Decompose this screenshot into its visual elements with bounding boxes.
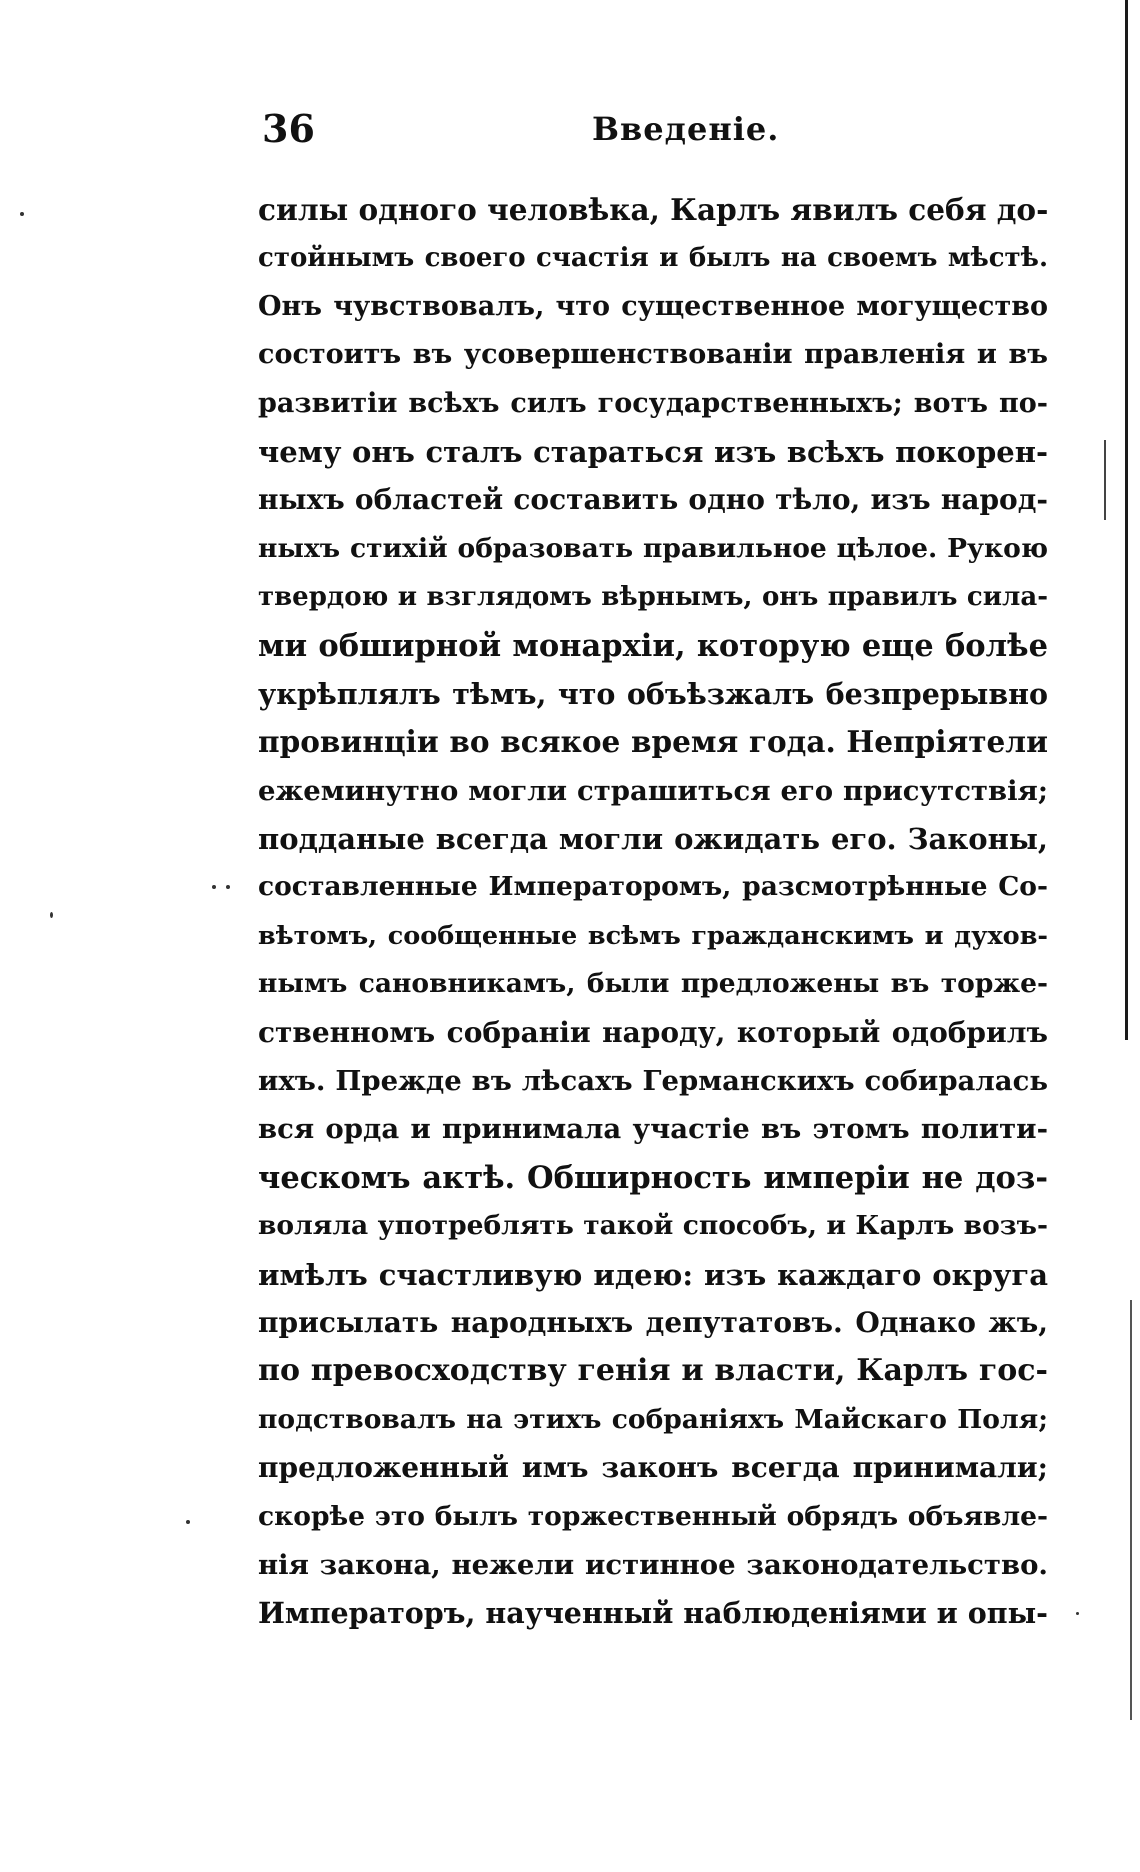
text-line: ныхъ областей составить одно тѣло, изъ народ-	[258, 483, 1048, 517]
text-line: укрѣплялъ тѣмъ, что объѣзжалъ безпрерывно	[258, 676, 1048, 711]
text-line: ческомъ актѣ. Обширность имперіи не доз-	[258, 1159, 1048, 1196]
ink-speck	[226, 885, 230, 889]
text-line: ежеминутно могли страшиться его присутствія;	[258, 774, 1048, 807]
text-line: подствовалъ на этихъ собраніяхъ Майскаго Поля;	[258, 1403, 1048, 1435]
page-edge-line	[1125, 0, 1128, 1040]
text-line: присылать народныхъ депутатовъ. Однако жъ,	[258, 1305, 1048, 1339]
text-line: составленные Императоромъ, разсмотрѣнные Со-	[258, 871, 1048, 903]
text-line: Онъ чувствовалъ, что существенное могущество	[258, 290, 1048, 322]
text-line: по превосходству генія и власти, Карлъ гос-	[258, 1353, 1048, 1389]
text-line: ми обширной монархіи, которую еще болѣе	[258, 627, 1048, 664]
text-line: чему онъ сталъ стараться изъ всѣхъ покорен-	[258, 434, 1048, 469]
text-line: Императоръ, наученный наблюденіями и опы-	[258, 1596, 1048, 1631]
text-line: имѣлъ счастливую идею: изъ каждаго округа	[258, 1257, 1048, 1292]
ink-speck	[20, 212, 24, 216]
text-line: скорѣе это былъ торжественный обрядъ объявле-	[258, 1500, 1048, 1532]
text-line: вѣтомъ, сообщенные всѣмъ гражданскимъ и духов-	[258, 920, 1048, 951]
text-line: предложенный имъ законъ всегда принимали;	[258, 1451, 1048, 1485]
text-line: ихъ. Прежде въ лѣсахъ Германскихъ собиралась	[258, 1065, 1048, 1098]
ink-speck	[186, 1520, 190, 1524]
page-number: 36	[262, 106, 315, 151]
ink-speck	[1076, 1612, 1079, 1615]
text-line: ныхъ стихій образовать правильное цѣлое. Рукою	[258, 532, 1048, 564]
body-text	[258, 186, 1048, 1638]
page-edge-mark	[1104, 440, 1106, 520]
ink-speck	[212, 885, 216, 889]
page-header	[262, 106, 1042, 156]
text-line: подданые всегда могли ожидать его. Законы,	[258, 822, 1048, 857]
text-line: состоитъ въ усовершенствованіи правленія и въ	[258, 339, 1048, 371]
text-line: вся орда и принимала участіе въ этомъ полити-	[258, 1113, 1048, 1146]
running-title: Введеніе.	[592, 110, 780, 148]
text-line: ственномъ собраніи народу, который одобрилъ	[258, 1015, 1048, 1049]
text-line: стойнымъ своего счастія и былъ на своемъ мѣстѣ.	[258, 243, 1048, 274]
text-line: воляла употреблять такой способъ, и Карлъ возъ-	[258, 1210, 1048, 1242]
text-line: развитіи всѣхъ силъ государственныхъ; вотъ по-	[258, 387, 1048, 419]
text-line: провинціи во всякое время года. Непріятели	[258, 724, 1048, 760]
text-line: нымъ сановникамъ, были предложены въ торже-	[258, 968, 1048, 1000]
page-edge-line-lower	[1130, 1300, 1132, 1720]
text-line: нія закона, нежели истинное законодательство.	[258, 1548, 1048, 1581]
text-line: твердою и взглядомъ вѣрнымъ, онъ правилъ сила-	[258, 582, 1048, 613]
ink-speck	[50, 912, 53, 918]
text-line: силы одного человѣка, Карлъ явилъ себя до-	[258, 192, 1048, 227]
